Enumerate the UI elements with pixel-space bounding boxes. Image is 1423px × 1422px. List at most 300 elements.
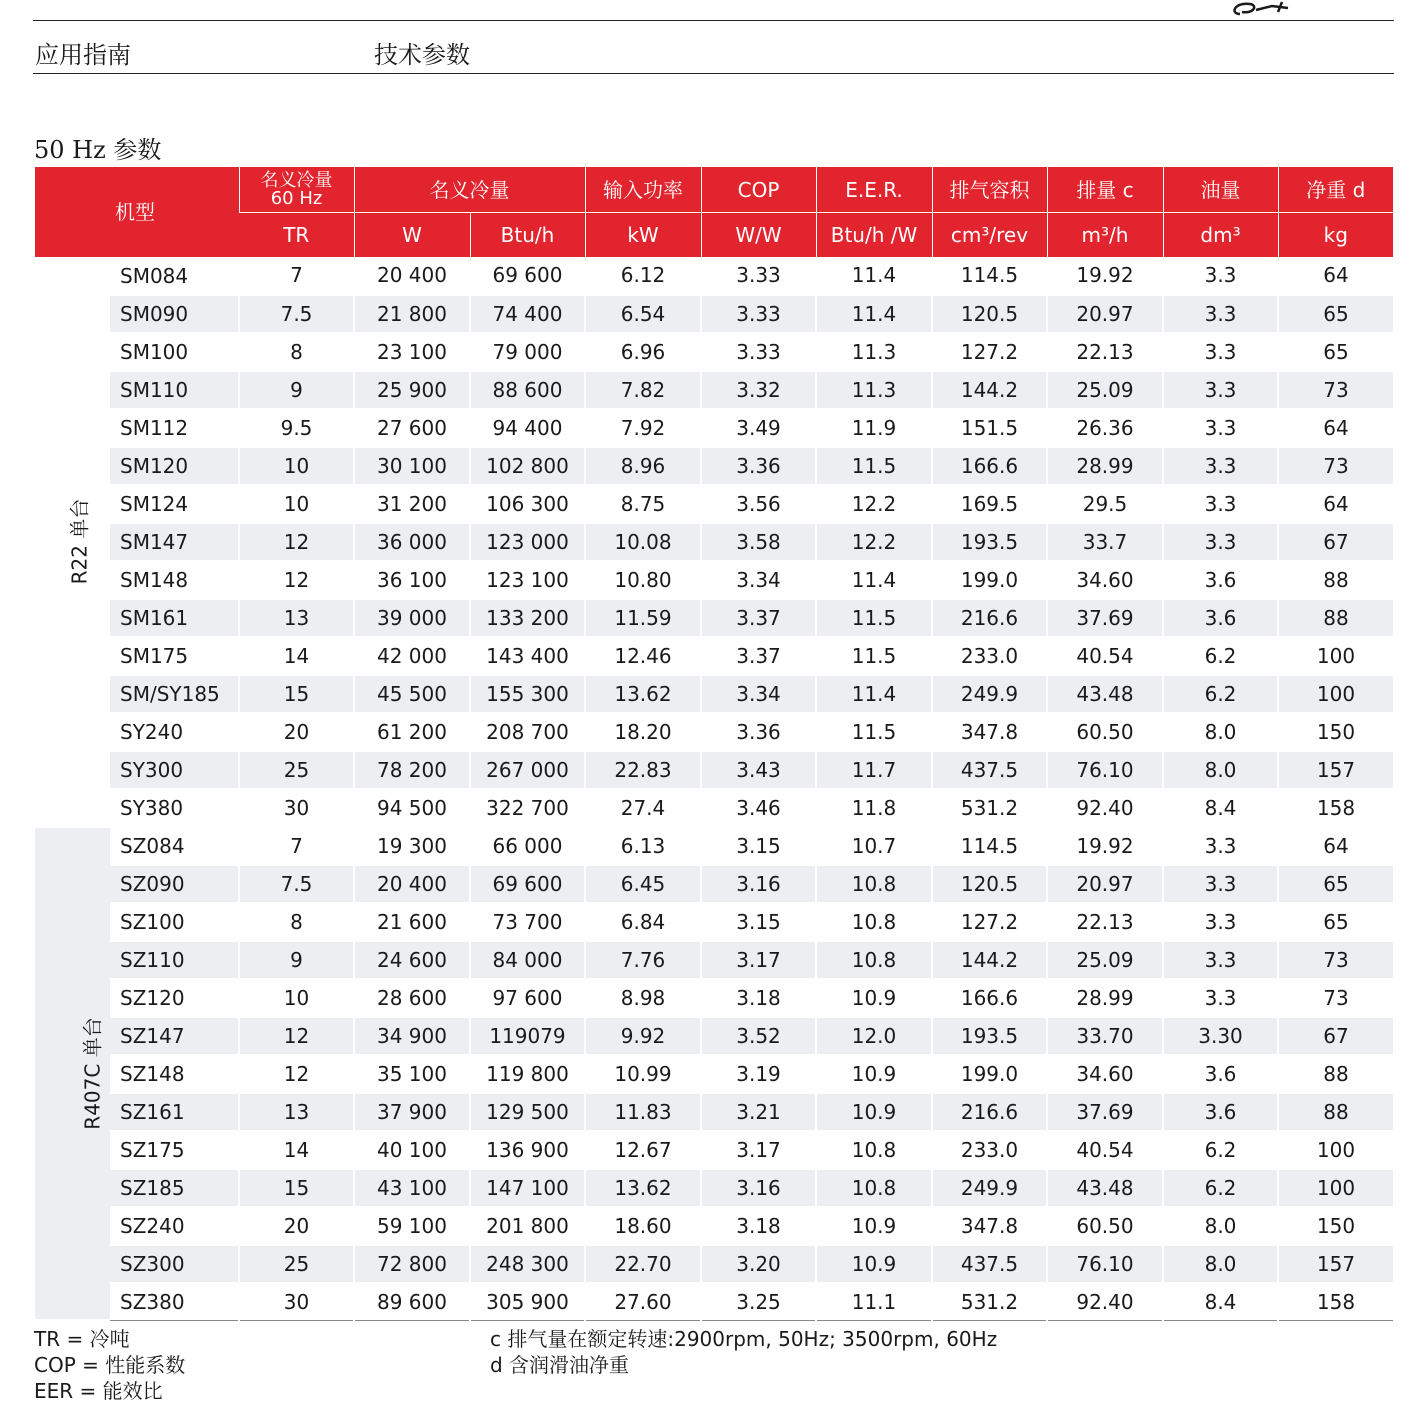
value-cell: 11.4 (816, 561, 932, 599)
value-cell: 94 400 (470, 409, 585, 447)
value-cell: 3.21 (701, 1093, 816, 1131)
value-cell: 3.19 (701, 1055, 816, 1093)
value-cell: 66 000 (470, 827, 585, 865)
value-cell: 233.0 (932, 637, 1047, 675)
value-cell: 28.99 (1047, 447, 1163, 485)
model-cell: SZ148 (110, 1055, 239, 1093)
table-row (35, 903, 1393, 941)
value-cell: 100 (1278, 675, 1393, 713)
value-cell: 12 (239, 1055, 354, 1093)
table-row (35, 409, 1393, 447)
value-cell: 36 000 (354, 523, 470, 561)
value-cell: 3.36 (701, 713, 816, 751)
value-cell: 20 (239, 1207, 354, 1245)
value-cell: 3.3 (1163, 485, 1278, 523)
value-cell: 3.34 (701, 561, 816, 599)
value-cell: 25.09 (1047, 941, 1163, 979)
model-cell: SM084 (110, 257, 239, 295)
header-section-label: 应用指南 (35, 41, 131, 69)
value-cell: 158 (1278, 789, 1393, 827)
value-cell: 3.6 (1163, 1055, 1278, 1093)
table-row (35, 447, 1393, 485)
value-cell: 13.62 (585, 1169, 701, 1207)
note-line: c 排气量在额定转速:2900rpm, 50Hz; 3500rpm, 60Hz (490, 1327, 998, 1351)
value-cell: 531.2 (932, 789, 1047, 827)
value-cell: 11.8 (816, 789, 932, 827)
value-cell: 39 000 (354, 599, 470, 637)
value-cell: 7.5 (239, 865, 354, 903)
col-header-capacity: 名义冷量 (354, 167, 585, 213)
value-cell: 10.8 (816, 1131, 932, 1169)
table-row (35, 789, 1393, 827)
value-cell: 8 (239, 333, 354, 371)
col-header-cop: COP (701, 167, 816, 213)
value-cell: 25.09 (1047, 371, 1163, 409)
value-cell: 150 (1278, 1207, 1393, 1245)
table-row (35, 599, 1393, 637)
model-cell: SZ185 (110, 1169, 239, 1207)
value-cell: 13 (239, 599, 354, 637)
value-cell: 13 (239, 1093, 354, 1131)
value-cell: 11.3 (816, 333, 932, 371)
value-cell: 25 900 (354, 371, 470, 409)
value-cell: 20 400 (354, 865, 470, 903)
group-label-text: R22 单台 (67, 498, 92, 585)
value-cell: 27.60 (585, 1283, 701, 1321)
value-cell: 73 (1278, 941, 1393, 979)
unit-header: m³/h (1047, 213, 1163, 258)
value-cell: 74 400 (470, 295, 585, 333)
col-header-power: 输入功率 (585, 167, 701, 213)
value-cell: 11.1 (816, 1283, 932, 1321)
value-cell: 73 (1278, 979, 1393, 1017)
value-cell: 6.12 (585, 257, 701, 295)
value-cell: 8.0 (1163, 713, 1278, 751)
table-row (35, 1283, 1393, 1321)
value-cell: 22.13 (1047, 903, 1163, 941)
value-cell: 69 600 (470, 257, 585, 295)
table-row (35, 865, 1393, 903)
value-cell: 59 100 (354, 1207, 470, 1245)
value-cell: 65 (1278, 295, 1393, 333)
value-cell: 36 100 (354, 561, 470, 599)
model-cell: SZ100 (110, 903, 239, 941)
value-cell: 233.0 (932, 1131, 1047, 1169)
value-cell: 143 400 (470, 637, 585, 675)
value-cell: 18.20 (585, 713, 701, 751)
value-cell: 3.20 (701, 1245, 816, 1283)
value-cell: 11.5 (816, 713, 932, 751)
value-cell: 10.8 (816, 941, 932, 979)
value-cell: 120.5 (932, 865, 1047, 903)
col-header-tr (239, 167, 354, 213)
value-cell: 14 (239, 637, 354, 675)
table-row (35, 1169, 1393, 1207)
value-cell: 65 (1278, 333, 1393, 371)
value-cell: 10.08 (585, 523, 701, 561)
value-cell: 3.3 (1163, 295, 1278, 333)
value-cell: 33.7 (1047, 523, 1163, 561)
model-cell: SM/SY185 (110, 675, 239, 713)
unit-header: Btu/h (470, 213, 585, 258)
value-cell: 11.5 (816, 599, 932, 637)
unit-header: TR (239, 213, 354, 258)
value-cell: 65 (1278, 903, 1393, 941)
value-cell: 88 (1278, 599, 1393, 637)
model-cell: SZ090 (110, 865, 239, 903)
value-cell: 25 (239, 1245, 354, 1283)
value-cell: 15 (239, 675, 354, 713)
value-cell: 27 600 (354, 409, 470, 447)
spec-table-body (35, 257, 1393, 1320)
value-cell: 3.52 (701, 1017, 816, 1055)
model-cell: SZ147 (110, 1017, 239, 1055)
note-line: COP = 性能系数 (34, 1353, 186, 1377)
refrigerant-group-label (35, 827, 110, 1321)
value-cell: 193.5 (932, 1017, 1047, 1055)
unit-header: kg (1278, 213, 1393, 258)
value-cell: 157 (1278, 751, 1393, 789)
value-cell: 144.2 (932, 371, 1047, 409)
value-cell: 22.70 (585, 1245, 701, 1283)
value-cell: 10.9 (816, 1207, 932, 1245)
value-cell: 64 (1278, 827, 1393, 865)
value-cell: 10.9 (816, 1245, 932, 1283)
model-cell: SM100 (110, 333, 239, 371)
model-cell: SZ161 (110, 1093, 239, 1131)
value-cell: 347.8 (932, 713, 1047, 751)
value-cell: 208 700 (470, 713, 585, 751)
value-cell: 157 (1278, 1245, 1393, 1283)
value-cell: 10.8 (816, 865, 932, 903)
value-cell: 6.96 (585, 333, 701, 371)
value-cell: 12.2 (816, 485, 932, 523)
value-cell: 9 (239, 371, 354, 409)
value-cell: 10.9 (816, 1093, 932, 1131)
table-row (35, 1055, 1393, 1093)
value-cell: 20 400 (354, 257, 470, 295)
group-label-text: R407C 单台 (80, 1017, 105, 1130)
value-cell: 3.18 (701, 1207, 816, 1245)
section-title: 50 Hz 参数 (34, 136, 162, 164)
value-cell: 3.49 (701, 409, 816, 447)
value-cell: 3.30 (1163, 1017, 1278, 1055)
value-cell: 43.48 (1047, 675, 1163, 713)
model-cell: SM148 (110, 561, 239, 599)
value-cell: 6.2 (1163, 1131, 1278, 1169)
value-cell: 61 200 (354, 713, 470, 751)
value-cell: 34.60 (1047, 561, 1163, 599)
value-cell: 3.3 (1163, 941, 1278, 979)
model-cell: SZ084 (110, 827, 239, 865)
value-cell: 267 000 (470, 751, 585, 789)
note-line: TR = 冷吨 (34, 1327, 130, 1351)
value-cell: 100 (1278, 637, 1393, 675)
col-header-displacement: 排量 c (1047, 167, 1163, 213)
value-cell: 100 (1278, 1169, 1393, 1207)
value-cell: 12.0 (816, 1017, 932, 1055)
value-cell: 3.56 (701, 485, 816, 523)
value-cell: 69 600 (470, 865, 585, 903)
value-cell: 100 (1278, 1131, 1393, 1169)
value-cell: 9.5 (239, 409, 354, 447)
value-cell: 72 800 (354, 1245, 470, 1283)
value-cell: 3.3 (1163, 903, 1278, 941)
value-cell: 347.8 (932, 1207, 1047, 1245)
page-header (33, 20, 1394, 74)
value-cell: 151.5 (932, 409, 1047, 447)
value-cell: 6.84 (585, 903, 701, 941)
value-cell: 73 700 (470, 903, 585, 941)
value-cell: 3.3 (1163, 865, 1278, 903)
value-cell: 7 (239, 257, 354, 295)
value-cell: 20.97 (1047, 295, 1163, 333)
value-cell: 25 (239, 751, 354, 789)
note-line: EER = 能效比 (34, 1379, 163, 1403)
value-cell: 12 (239, 523, 354, 561)
value-cell: 37.69 (1047, 599, 1163, 637)
unit-header: W/W (701, 213, 816, 258)
value-cell: 3.6 (1163, 1093, 1278, 1131)
table-row (35, 1207, 1393, 1245)
value-cell: 10 (239, 447, 354, 485)
value-cell: 28.99 (1047, 979, 1163, 1017)
value-cell: 3.16 (701, 1169, 816, 1207)
value-cell: 3.17 (701, 1131, 816, 1169)
table-row (35, 295, 1393, 333)
value-cell: 169.5 (932, 485, 1047, 523)
value-cell: 305 900 (470, 1283, 585, 1321)
value-cell: 3.3 (1163, 827, 1278, 865)
value-cell: 11.4 (816, 675, 932, 713)
value-cell: 21 600 (354, 903, 470, 941)
value-cell: 3.3 (1163, 979, 1278, 1017)
value-cell: 64 (1278, 257, 1393, 295)
refrigerant-group-label (35, 257, 110, 827)
value-cell: 7.82 (585, 371, 701, 409)
notes-abbreviations (34, 1326, 185, 1404)
value-cell: 3.33 (701, 257, 816, 295)
model-cell: SZ240 (110, 1207, 239, 1245)
value-cell: 14 (239, 1131, 354, 1169)
value-cell: 120.5 (932, 295, 1047, 333)
value-cell: 33.70 (1047, 1017, 1163, 1055)
value-cell: 37.69 (1047, 1093, 1163, 1131)
value-cell: 3.16 (701, 865, 816, 903)
value-cell: 10.8 (816, 1169, 932, 1207)
brand-logo (1228, 0, 1348, 16)
value-cell: 60.50 (1047, 713, 1163, 751)
value-cell: 29.5 (1047, 485, 1163, 523)
notes-footnotes (490, 1326, 997, 1378)
model-cell: SZ110 (110, 941, 239, 979)
value-cell: 8.96 (585, 447, 701, 485)
note-line: d 含润滑油净重 (490, 1353, 630, 1377)
table-row (35, 1093, 1393, 1131)
value-cell: 6.2 (1163, 637, 1278, 675)
value-cell: 119 800 (470, 1055, 585, 1093)
value-cell: 12.67 (585, 1131, 701, 1169)
value-cell: 8.0 (1163, 1207, 1278, 1245)
value-cell: 8.4 (1163, 789, 1278, 827)
value-cell: 88 (1278, 1055, 1393, 1093)
value-cell: 6.2 (1163, 1169, 1278, 1207)
col-header-model: 机型 (35, 167, 239, 257)
value-cell: 12 (239, 561, 354, 599)
value-cell: 8.98 (585, 979, 701, 1017)
value-cell: 129 500 (470, 1093, 585, 1131)
value-cell: 114.5 (932, 257, 1047, 295)
value-cell: 28 600 (354, 979, 470, 1017)
value-cell: 127.2 (932, 903, 1047, 941)
value-cell: 531.2 (932, 1283, 1047, 1321)
value-cell: 37 900 (354, 1093, 470, 1131)
value-cell: 123 000 (470, 523, 585, 561)
value-cell: 437.5 (932, 751, 1047, 789)
unit-header: W (354, 213, 470, 258)
table-row (35, 675, 1393, 713)
value-cell: 35 100 (354, 1055, 470, 1093)
table-row (35, 1017, 1393, 1055)
value-cell: 136 900 (470, 1131, 585, 1169)
value-cell: 3.33 (701, 295, 816, 333)
value-cell: 201 800 (470, 1207, 585, 1245)
value-cell: 123 100 (470, 561, 585, 599)
value-cell: 11.5 (816, 637, 932, 675)
value-cell: 150 (1278, 713, 1393, 751)
value-cell: 249.9 (932, 675, 1047, 713)
value-cell: 3.3 (1163, 257, 1278, 295)
value-cell: 216.6 (932, 599, 1047, 637)
value-cell: 437.5 (932, 1245, 1047, 1283)
value-cell: 147 100 (470, 1169, 585, 1207)
value-cell: 67 (1278, 523, 1393, 561)
model-cell: SM175 (110, 637, 239, 675)
value-cell: 10 (239, 979, 354, 1017)
value-cell: 11.4 (816, 257, 932, 295)
value-cell: 34.60 (1047, 1055, 1163, 1093)
table-row (35, 1131, 1393, 1169)
value-cell: 73 (1278, 371, 1393, 409)
value-cell: 133 200 (470, 599, 585, 637)
value-cell: 64 (1278, 409, 1393, 447)
value-cell: 6.13 (585, 827, 701, 865)
value-cell: 76.10 (1047, 751, 1163, 789)
value-cell: 6.2 (1163, 675, 1278, 713)
value-cell: 3.3 (1163, 523, 1278, 561)
value-cell: 3.34 (701, 675, 816, 713)
value-cell: 3.37 (701, 637, 816, 675)
value-cell: 43 100 (354, 1169, 470, 1207)
table-row (35, 637, 1393, 675)
value-cell: 3.6 (1163, 599, 1278, 637)
table-row (35, 827, 1393, 865)
value-cell: 88 (1278, 1093, 1393, 1131)
model-cell: SM161 (110, 599, 239, 637)
col-header-tr-text: 名义冷量 60 Hz (260, 169, 333, 209)
value-cell: 3.43 (701, 751, 816, 789)
value-cell: 3.46 (701, 789, 816, 827)
unit-header: Btu/h /W (816, 213, 932, 258)
value-cell: 67 (1278, 1017, 1393, 1055)
value-cell: 76.10 (1047, 1245, 1163, 1283)
value-cell: 30 100 (354, 447, 470, 485)
value-cell: 73 (1278, 447, 1393, 485)
table-row (35, 751, 1393, 789)
value-cell: 114.5 (932, 827, 1047, 865)
value-cell: 11.5 (816, 447, 932, 485)
value-cell: 166.6 (932, 979, 1047, 1017)
model-cell: SY240 (110, 713, 239, 751)
table-row (35, 1245, 1393, 1283)
value-cell: 8.4 (1163, 1283, 1278, 1321)
value-cell: 8.75 (585, 485, 701, 523)
value-cell: 20 (239, 713, 354, 751)
value-cell: 216.6 (932, 1093, 1047, 1131)
value-cell: 78 200 (354, 751, 470, 789)
header-topic-label: 技术参数 (374, 41, 470, 69)
value-cell: 40.54 (1047, 637, 1163, 675)
value-cell: 88 600 (470, 371, 585, 409)
value-cell: 10.9 (816, 1055, 932, 1093)
value-cell: 92.40 (1047, 789, 1163, 827)
units-row (35, 213, 1393, 258)
value-cell: 27.4 (585, 789, 701, 827)
value-cell: 30 (239, 789, 354, 827)
value-cell: 3.3 (1163, 447, 1278, 485)
value-cell: 22.13 (1047, 333, 1163, 371)
value-cell: 21 800 (354, 295, 470, 333)
value-cell: 43.48 (1047, 1169, 1163, 1207)
value-cell: 199.0 (932, 561, 1047, 599)
value-cell: 30 (239, 1283, 354, 1321)
value-cell: 106 300 (470, 485, 585, 523)
value-cell: 193.5 (932, 523, 1047, 561)
table-row (35, 713, 1393, 751)
value-cell: 7.76 (585, 941, 701, 979)
value-cell: 10.7 (816, 827, 932, 865)
value-cell: 10 (239, 485, 354, 523)
unit-header: dm³ (1163, 213, 1278, 258)
model-cell: SM147 (110, 523, 239, 561)
value-cell: 88 (1278, 561, 1393, 599)
value-cell: 9 (239, 941, 354, 979)
value-cell: 19.92 (1047, 257, 1163, 295)
value-cell: 24 600 (354, 941, 470, 979)
value-cell: 22.83 (585, 751, 701, 789)
value-cell: 3.17 (701, 941, 816, 979)
value-cell: 12 (239, 1017, 354, 1055)
value-cell: 40.54 (1047, 1131, 1163, 1169)
table-row (35, 979, 1393, 1017)
model-cell: SM090 (110, 295, 239, 333)
model-cell: SM110 (110, 371, 239, 409)
value-cell: 11.59 (585, 599, 701, 637)
value-cell: 7.5 (239, 295, 354, 333)
value-cell: 119079 (470, 1017, 585, 1055)
value-cell: 15 (239, 1169, 354, 1207)
value-cell: 3.58 (701, 523, 816, 561)
value-cell: 64 (1278, 485, 1393, 523)
value-cell: 155 300 (470, 675, 585, 713)
value-cell: 3.36 (701, 447, 816, 485)
unit-header: cm³/rev (932, 213, 1047, 258)
value-cell: 3.15 (701, 903, 816, 941)
value-cell: 166.6 (932, 447, 1047, 485)
value-cell: 42 000 (354, 637, 470, 675)
value-cell: 199.0 (932, 1055, 1047, 1093)
value-cell: 13.62 (585, 675, 701, 713)
